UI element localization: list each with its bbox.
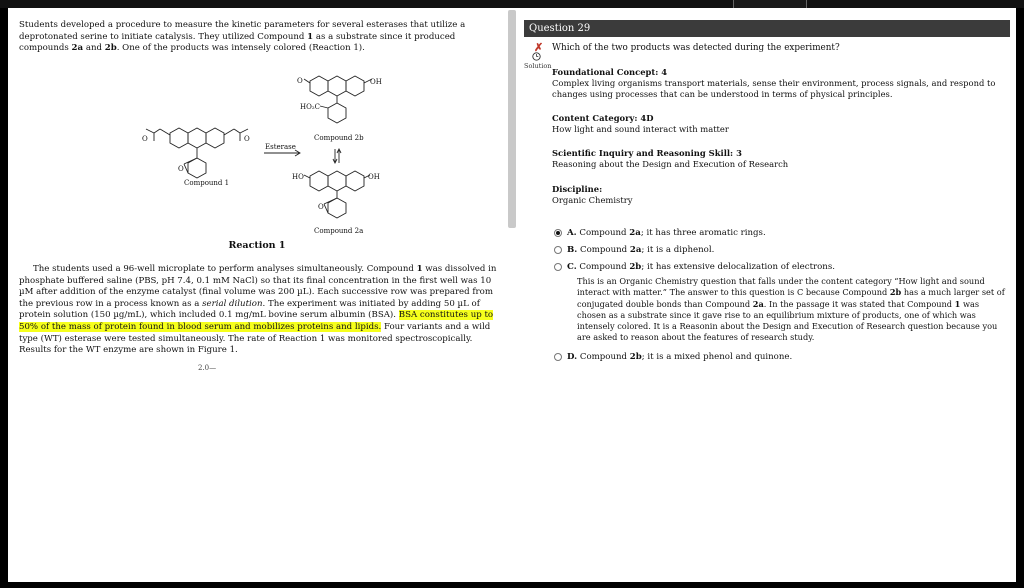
- top-bar: [0, 0, 1024, 8]
- compound-2b-label: Compound 2b: [314, 134, 364, 142]
- solution-label: Solution: [524, 62, 552, 70]
- radio-d[interactable]: [554, 353, 562, 361]
- compound-2a-structure: [304, 171, 370, 218]
- scrollbar-thumb[interactable]: [508, 10, 516, 228]
- choice-c[interactable]: C. Compound 2b; it has extensive delocalization of electrons.: [554, 262, 835, 272]
- c1-o-lactone: O: [178, 165, 184, 173]
- compound-1-label: Compound 1: [184, 179, 230, 187]
- radio-a[interactable]: [554, 229, 562, 237]
- c2b-o-label: O: [297, 77, 303, 85]
- passage-scrollbar[interactable]: [506, 8, 518, 582]
- c2a-o-label: O: [318, 203, 324, 211]
- equilibrium-arrows: [333, 149, 341, 163]
- answer-explanation: This is an Organic Chemistry question that falls under the content category “How light and sound interact with matter.” The answer to this question is C because Compound 2b has a much larger set of conjugated double bonds than Compound 2a. In the passage it was stated that Compound 1 was chosen as a substrate since it gave rise to an equilibrium mixture of products, one of which was intensely colored. It is a Reasonin about the Design and Execution of Research question because you are asked to reason about the features of research study.: [577, 276, 1005, 343]
- highlighted-text[interactable]: BSA constitutes up to 50% of the mass of protein found in blood serum and mobilizes proteins and lipids.: [19, 310, 494, 332]
- c1-o-right-1: O: [244, 135, 250, 143]
- incorrect-icon: ✗: [534, 41, 544, 54]
- radio-b[interactable]: [554, 246, 562, 254]
- timer-icon: [532, 52, 541, 61]
- reaction-diagram: [8, 63, 506, 239]
- content-category: Content Category: 4D How light and sound interact with matter: [552, 113, 729, 135]
- question-header: Question 29: [524, 20, 1010, 37]
- bottom-bar: [0, 582, 1024, 588]
- compound-2a-label: Compound 2a: [314, 227, 364, 235]
- c2b-ho2c-label: HO₂C: [300, 103, 321, 111]
- question-stem: Which of the two products was detected during the experiment?: [552, 43, 840, 53]
- c2b-oh-label: OH: [370, 78, 382, 86]
- choice-d[interactable]: D. Compound 2b; it is a mixed phenol and quinone.: [554, 352, 792, 362]
- choice-b[interactable]: B. Compound 2a; it is a diphenol.: [554, 245, 714, 255]
- passage-intro: Students developed a procedure to measure the kinetic parameters for several esterases that utilize a deprotonated serine to initiate catalysis. They utilized Compound 1 as a substrate since it produced compounds 2a and 2b. One of the products was intensely colored (Reaction 1).: [19, 20, 466, 54]
- esterase-label: Esterase: [265, 143, 296, 151]
- compound-1-structure: [146, 128, 248, 178]
- radio-c[interactable]: [554, 263, 562, 271]
- reasoning-skill: Scientific Inquiry and Reasoning Skill: 3 Reasoning about the Design and Execution of Research: [552, 148, 789, 170]
- passage-body: The students used a 96-well microplate to perform analyses simultaneously. Compound 1 was dissolved in phosphate buffered saline (PBS, pH 7.4, 0.1 mM NaCl) so that its final concentration in the first well was 10 µM after addition of the enzyme catalyst (final volume was 200 µL). Each successive row was prepared from the previous row in a process known as a serial dilution. The experiment was initiated by adding 50 µL of protein solution (150 µg/mL), which included 0.1 mg/mL bovine serum albumin (BSA). BSA constitutes up to 50% of the mass of protein found in blood serum and mobilizes proteins and lipids. Four variants and a wild type (WT) esterase were tested simultaneously. The rate of Reaction 1 was monitored spectroscopically. Results for the WT enzyme are shown in Figure 1.: [19, 264, 497, 356]
- c1-o-left-1: O: [142, 135, 148, 143]
- passage-pane: [8, 8, 506, 582]
- figure-axis-cutoff: 2.0—: [198, 364, 217, 372]
- reaction-label: Reaction 1: [228, 240, 286, 251]
- c2a-oh-label: OH: [368, 173, 380, 181]
- discipline: Discipline: Organic Chemistry: [552, 184, 633, 206]
- foundational-concept: Foundational Concept: 4 Complex living organisms transport materials, sense their environment, process signals, and respond to changes using processes that can be understood in terms of physical principles.: [552, 67, 996, 100]
- question-pane: [518, 8, 1016, 582]
- compound-2b-structure: [304, 76, 372, 123]
- choice-a[interactable]: A. Compound 2a; it has three aromatic rings.: [554, 228, 766, 238]
- c2a-ho-label: HO: [292, 173, 304, 181]
